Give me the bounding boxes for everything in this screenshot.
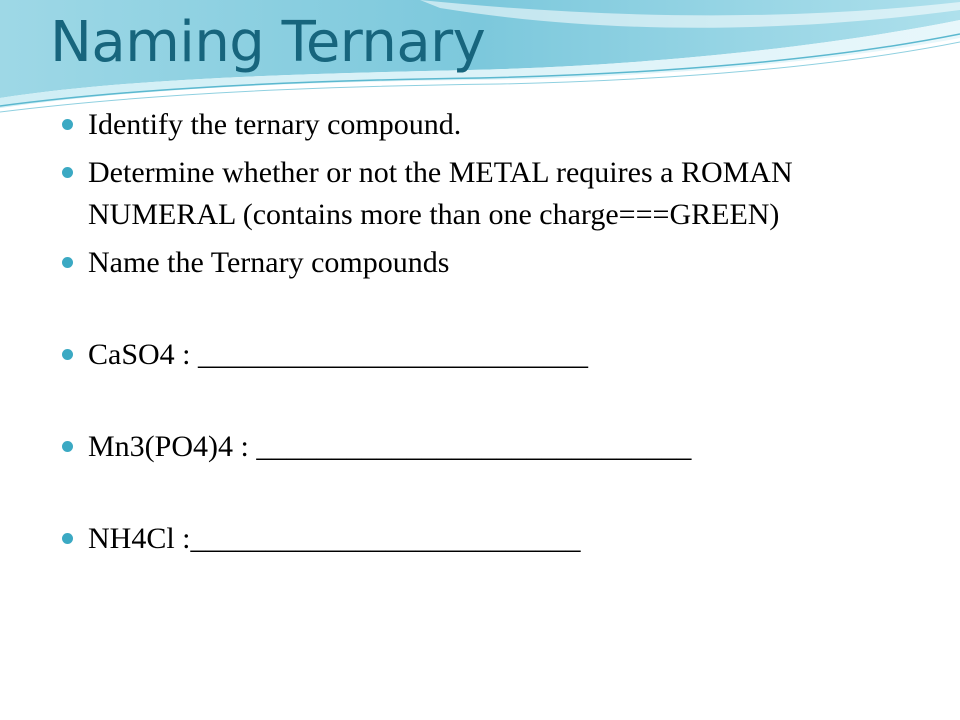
bullet-circle-icon	[62, 533, 73, 544]
bullet-text: Determine whether or not the METAL requires a ROMAN NUMERAL (contains more than one charge===GREEN)	[88, 156, 793, 231]
bullet-item	[62, 426, 922, 468]
bullet-circle-icon	[62, 167, 73, 178]
bullet-list	[62, 104, 922, 560]
bullet-text: NH4Cl :__________________________	[88, 522, 581, 555]
bullet-item	[62, 334, 922, 376]
bullet-item	[62, 518, 922, 560]
bullet-item	[62, 104, 922, 146]
bullet-circle-icon	[62, 119, 73, 130]
bullet-circle-icon	[62, 257, 73, 268]
bullet-item	[62, 242, 922, 284]
bullet-circle-icon	[62, 441, 73, 452]
bullet-text: Identify the ternary compound.	[88, 108, 462, 141]
bullet-text: Name the Ternary compounds	[88, 246, 450, 279]
bullet-text: CaSO4 : __________________________	[88, 338, 589, 371]
slide-title: Naming Ternary	[50, 10, 486, 75]
bullet-item	[62, 152, 922, 236]
bullet-text: Mn3(PO4)4 : _____________________________	[88, 430, 692, 463]
bullet-circle-icon	[62, 349, 73, 360]
